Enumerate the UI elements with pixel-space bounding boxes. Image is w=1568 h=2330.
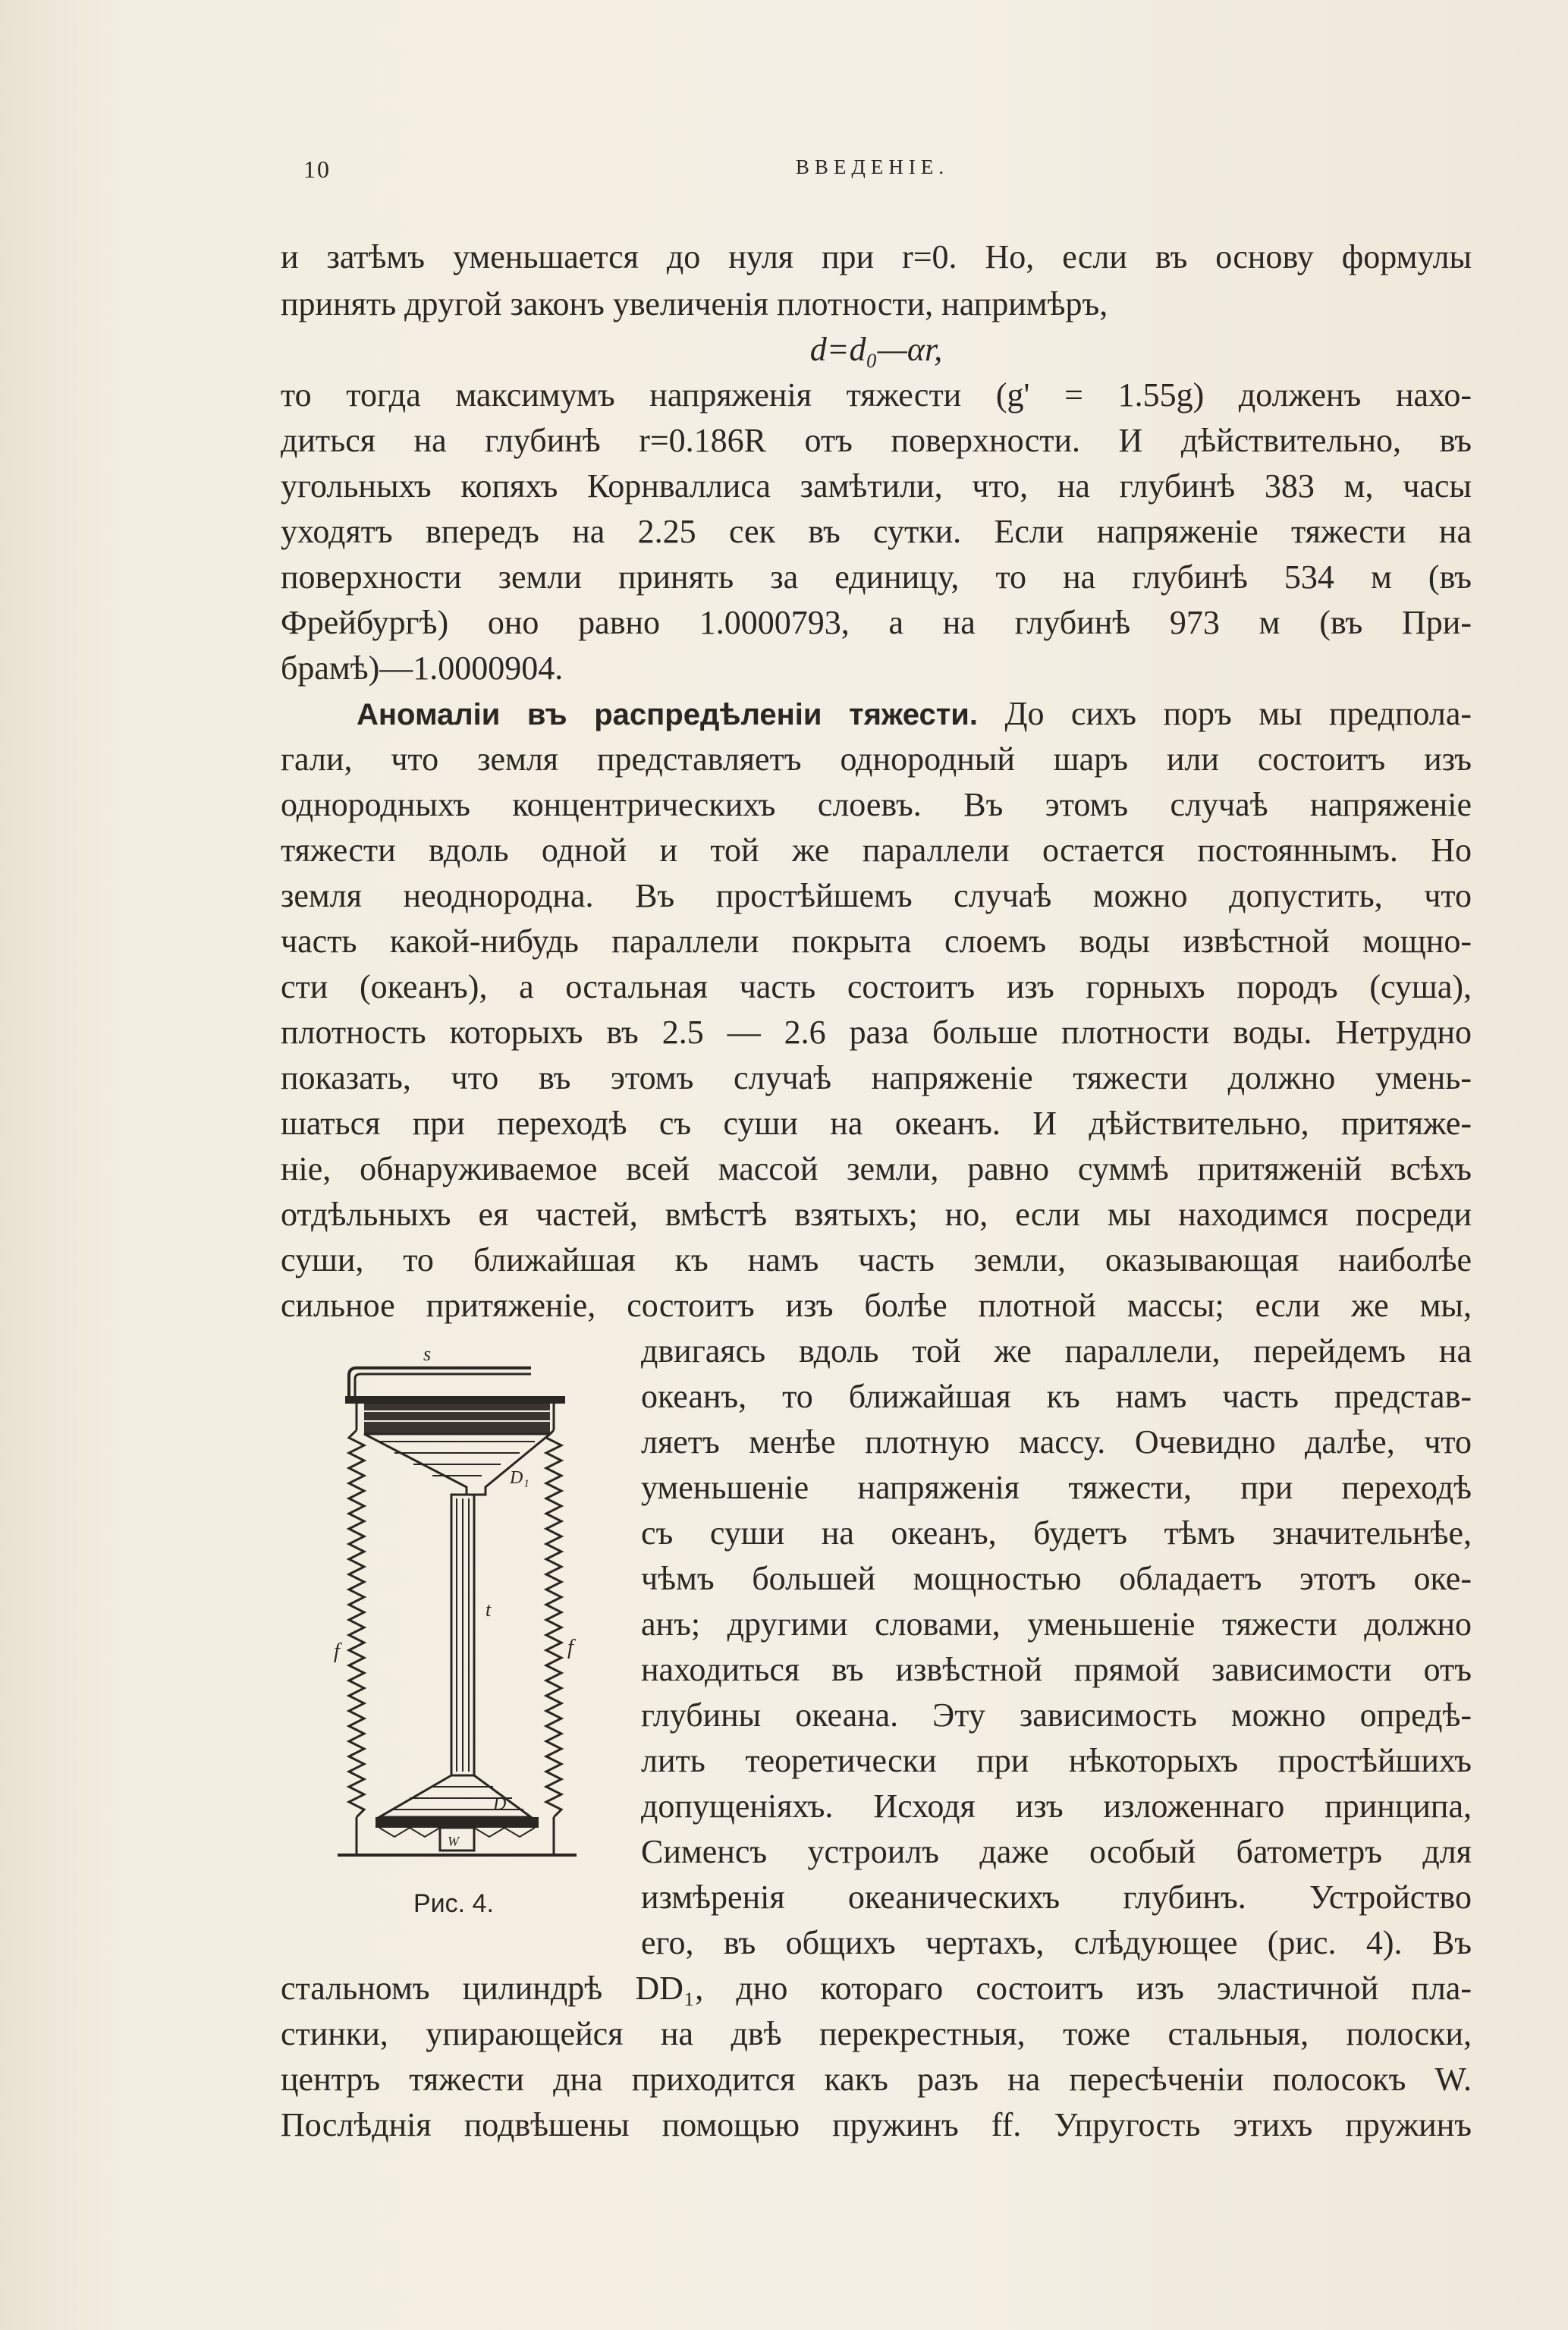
page-number: 10 — [303, 156, 331, 183]
label-s: s — [423, 1343, 432, 1365]
label-d: D — [493, 1794, 507, 1814]
text-line: центръ тяжести дна приходится какъ разъ на пересѣченіи полосокъ W. — [281, 2061, 1472, 2098]
bathometer-drawing — [334, 1332, 592, 1885]
text-line: принять другой законъ увеличенія плотности, напримѣръ, — [281, 285, 1108, 322]
text-line: земля неоднородна. Въ простѣйшемъ случаѣ можно допустить, что — [281, 877, 1472, 914]
text-line: плотность которыхъ въ 2.5 — 2.6 раза больше плотности воды. Нетрудно — [281, 1014, 1472, 1051]
text-line: Фрейбургѣ) оно равно 1.0000793, а на глубинѣ 973 м (въ При- — [281, 604, 1472, 641]
text-line: диться на глубинѣ r=0.186R отъ поверхности. И дѣйствительно, въ — [281, 422, 1472, 459]
text-line: чѣмъ большей мощностью обладаетъ этотъ оке- — [641, 1560, 1472, 1597]
text-line: уходятъ впередъ на 2.25 сек въ сутки. Если напряженіе тяжести на — [281, 513, 1472, 550]
text-line: анъ; другими словами, уменьшеніе тяжести должно — [641, 1605, 1472, 1643]
text-line: сильное притяженіе, состоитъ изъ болѣе плотной массы; если же мы, — [281, 1287, 1472, 1324]
text-line: океанъ, то ближайшая къ намъ часть представ- — [641, 1378, 1472, 1415]
text-line: съ суши на океанъ, будетъ тѣмъ значительнѣе, — [641, 1514, 1472, 1552]
label-f-right: f — [567, 1636, 573, 1659]
text-line: угольныхъ копяхъ Корнваллиса замѣтили, что, на глубинѣ 383 м, часы — [281, 467, 1472, 505]
text-line: гали, что земля представляетъ однородный шаръ или состоитъ изъ — [281, 741, 1472, 778]
text-line: ляетъ менѣе плотную массу. Очевидно далѣе, что — [641, 1423, 1472, 1461]
text-line: находиться въ извѣстной прямой зависимости отъ — [641, 1651, 1472, 1688]
text-line: уменьшеніе напряженія тяжести, при переходѣ — [641, 1469, 1472, 1506]
text-line: стальномъ цилиндрѣ DD₁, дно котораго состоитъ изъ эластичной пла- — [281, 1970, 1472, 2007]
text-line: часть какой-нибудь параллели покрыта слоемъ воды извѣстной мощно- — [281, 923, 1472, 960]
text-line: шаться при переходѣ съ суши на океанъ. И дѣйствительно, притяже- — [281, 1105, 1472, 1142]
label-t: t — [485, 1599, 492, 1621]
text-line: глубины океана. Эту зависимость можно опредѣ- — [641, 1696, 1472, 1734]
text-line: сти (океанъ), а остальная часть состоитъ изъ горныхъ породъ (суша), — [281, 968, 1472, 1005]
text-line: и затѣмъ уменьшается до нуля при r=0. Но, если въ основу формулы — [281, 238, 1472, 275]
running-head — [281, 156, 1464, 193]
running-title: ВВЕДЕНIЕ. — [795, 156, 950, 178]
bathometer-figure — [334, 1332, 592, 1885]
section-heading: Аномаліи въ распредѣленіи тяжести. — [357, 698, 979, 731]
text-line: До сихъ поръ мы предпола- — [1004, 695, 1472, 732]
text-line: брамѣ)—1.0000904. — [281, 649, 564, 687]
label-d1: D₁ — [510, 1468, 529, 1488]
text-line: отдѣльныхъ ея частей, вмѣстѣ взятыхъ; но, если мы находимся посреди — [281, 1196, 1472, 1233]
text-line: стинки, упирающейся на двѣ перекрестныя, тоже стальныя, полоски, — [281, 2015, 1472, 2052]
text-line: Послѣднія подвѣшены помощью пружинъ ff. Упругость этихъ пружинъ — [281, 2106, 1472, 2143]
text-line: показать, что въ этомъ случаѣ напряженіе тяжести должно умень- — [281, 1059, 1472, 1096]
figure-caption: Рис. 4. — [413, 1889, 494, 1918]
text-line: поверхности земли принять за единицу, то на глубинѣ 534 м (въ — [281, 558, 1472, 596]
text-line: Сименсъ устроилъ даже особый батометръ для — [641, 1833, 1472, 1870]
text-line: измѣренія океаническихъ глубинъ. Устройство — [641, 1879, 1472, 1916]
text-line: то тогда максимумъ напряженія тяжести (g' = 1.55g) долженъ нахо- — [281, 376, 1472, 413]
text-line: двигаясь вдоль той же параллели, перейдемъ на — [641, 1332, 1472, 1369]
label-f-left: f — [334, 1640, 340, 1663]
text-line: допущеніяхъ. Исходя изъ изложеннаго принципа, — [641, 1788, 1472, 1825]
label-w: W — [448, 1834, 459, 1849]
text-line: тяжести вдоль одной и той же параллели остается постояннымъ. Но — [281, 832, 1472, 869]
formula: d=d₀—αr, — [809, 331, 943, 368]
text-line: ніе, обнаруживаемое всей массой земли, равно суммѣ притяженій всѣхъ — [281, 1150, 1472, 1187]
text-line: однородныхъ концентрическихъ слоевъ. Въ этомъ случаѣ напряженіе — [281, 786, 1472, 823]
text-line: его, въ общихъ чертахъ, слѣдующее (рис. 4). Въ — [641, 1924, 1472, 1961]
text-line: лить теоретически при нѣкоторыхъ простѣйшихъ — [641, 1742, 1472, 1779]
text-line: суши, то ближайшая къ намъ часть земли, оказывающая наиболѣе — [281, 1241, 1472, 1278]
paragraph-first-line — [357, 692, 1472, 737]
